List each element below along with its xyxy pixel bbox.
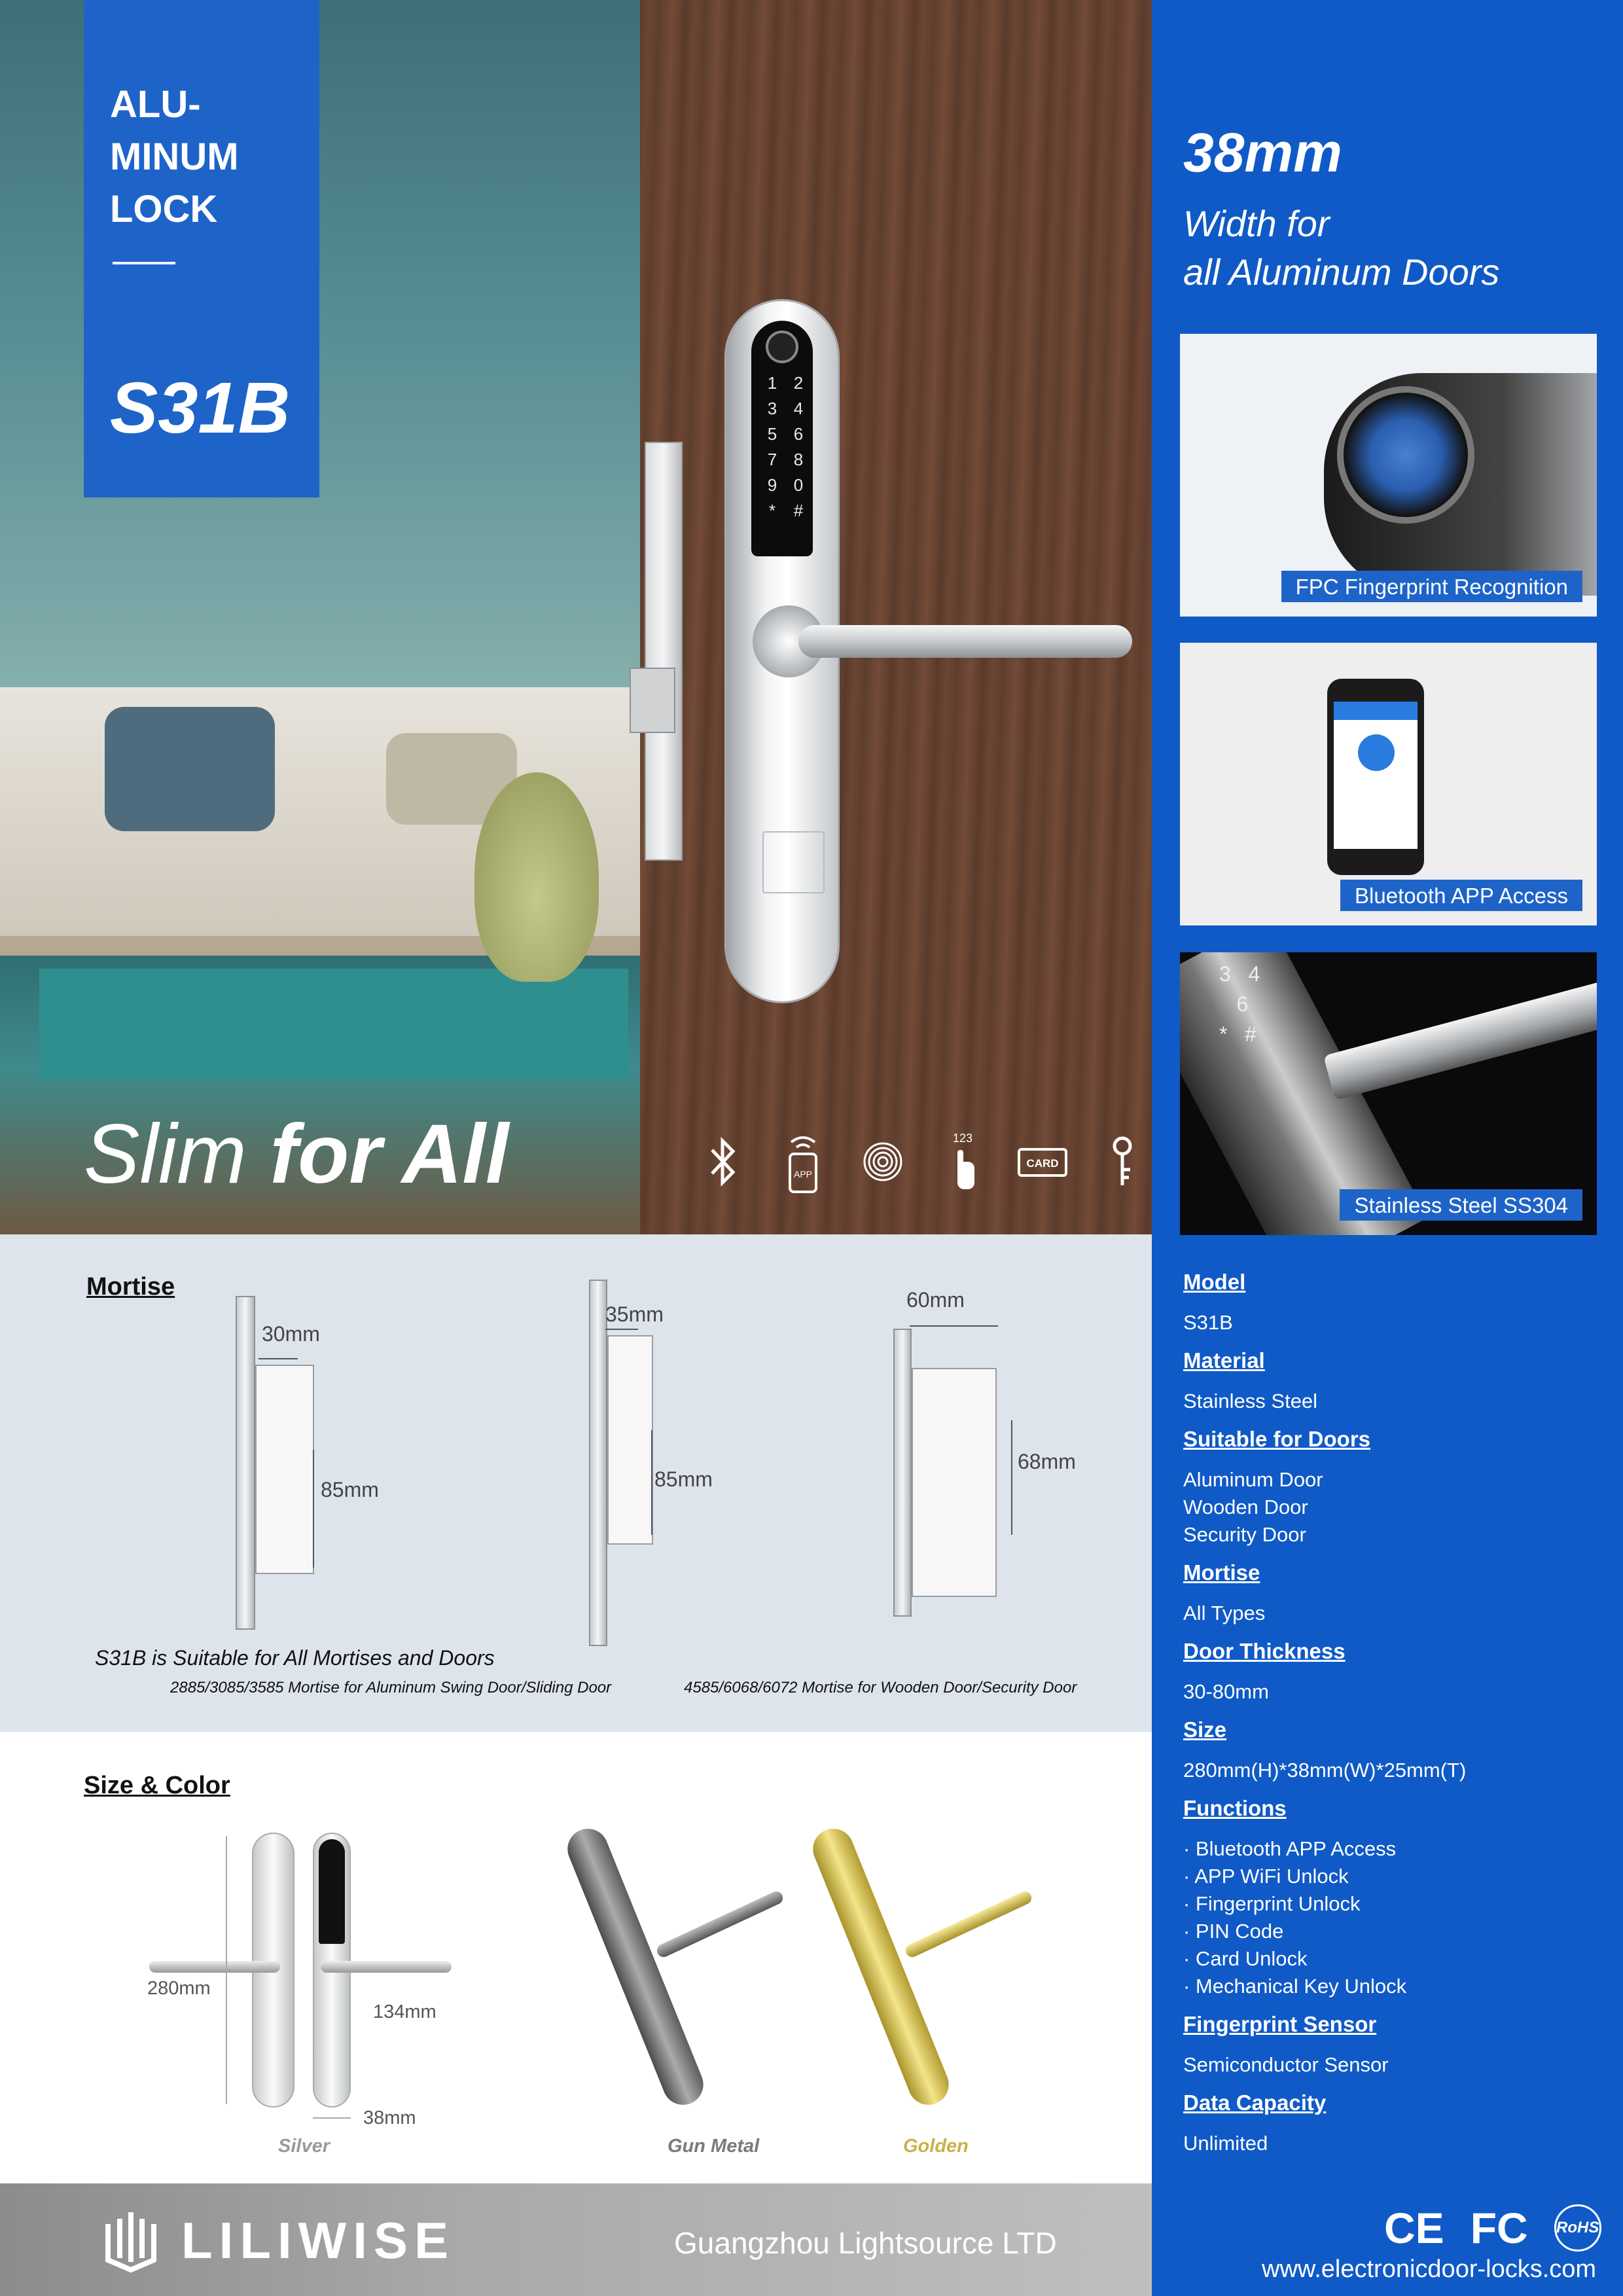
keypad-panel <box>319 1839 345 1944</box>
key: 6 <box>1236 992 1249 1016</box>
key: 8 <box>793 450 804 469</box>
spec-value: Unlimited <box>1183 2132 1268 2155</box>
card-icon-label: CARD <box>1026 1157 1059 1170</box>
mortise-faceplate <box>589 1280 607 1646</box>
keypad <box>759 373 812 521</box>
dimension-label: 35mm <box>605 1302 664 1326</box>
mortise-compatibility-note: S31B is Suitable for All Mortises and Doors <box>95 1646 495 1670</box>
mechanical-key-icon <box>1096 1132 1149 1191</box>
color-golden: Golden <box>903 2136 969 2157</box>
vase <box>474 772 599 982</box>
function-item: · Fingerprint Unlock <box>1183 1892 1361 1915</box>
latch-bolt <box>630 668 675 733</box>
dimension-handle: 134mm <box>373 2001 437 2022</box>
color-silver: Silver <box>278 2136 330 2157</box>
brand-name: LILIWISE <box>181 2211 455 2269</box>
model-number: S31B <box>110 368 291 448</box>
ce-mark-icon: CE <box>1384 2204 1444 2252</box>
table-runner <box>39 969 628 1080</box>
pin-icon-label: 123 <box>952 1132 973 1145</box>
key: 4 <box>793 399 804 418</box>
function-item: · APP WiFi Unlock <box>1183 1865 1349 1888</box>
product-type-title <box>110 79 306 236</box>
spec-heading: Mortise <box>1183 1560 1260 1585</box>
key: 2 <box>793 373 804 393</box>
spec-value: 280mm(H)*38mm(W)*25mm(T) <box>1183 1759 1467 1782</box>
spec-value: 30-80mm <box>1183 1680 1269 1703</box>
slogan-for-all: for All <box>270 1107 509 1201</box>
mortise-case <box>912 1368 997 1597</box>
mortise-case <box>607 1335 653 1545</box>
slogan-slim: Slim <box>84 1107 270 1201</box>
dimension-height: 280mm <box>147 1978 211 1999</box>
dimension-label: 85mm <box>321 1478 379 1501</box>
feature-bluetooth-app <box>1180 643 1597 925</box>
title-divider <box>113 262 175 264</box>
dimension-label: 85mm <box>654 1467 713 1491</box>
title-line: LOCK <box>110 188 218 230</box>
certification-marks <box>1384 2203 1601 2253</box>
company-name: Guangzhou Lightsource LTD <box>674 2226 1057 2260</box>
key: 5 <box>767 424 777 444</box>
fingerprint-icon <box>1337 386 1474 524</box>
subline: all Aluminum Doors <box>1183 251 1500 293</box>
bluetooth-icon <box>697 1132 749 1191</box>
mortise-faceplate <box>645 442 683 861</box>
dimension-label: 68mm <box>1018 1450 1076 1473</box>
title-line: MINUM <box>110 135 239 178</box>
spec-value: All Types <box>1183 1602 1266 1624</box>
brand-logo <box>95 2204 455 2276</box>
dimension-line <box>910 1325 998 1327</box>
width-headline: 38mm <box>1183 122 1342 183</box>
spec-heading: Material <box>1183 1348 1265 1372</box>
dimension-line <box>651 1430 652 1535</box>
dimension-line <box>259 1358 298 1359</box>
key: * <box>1219 1022 1228 1046</box>
rohs-mark-icon: RoHS <box>1554 2204 1601 2251</box>
lever-handle-closeup <box>1323 975 1597 1100</box>
sofa-pillow <box>105 707 275 831</box>
lever-handle <box>149 1961 280 1973</box>
key: 1 <box>767 373 777 393</box>
key: 6 <box>793 424 804 444</box>
app-icon-label: APP <box>793 1169 813 1179</box>
key: # <box>793 501 804 520</box>
spec-heading: Size <box>1183 1717 1227 1742</box>
feature-label: FPC Fingerprint Recognition <box>1281 571 1582 602</box>
mortise-caption-wooden: 4585/6068/6072 Mortise for Wooden Door/Security Door <box>684 1679 1077 1696</box>
dimension-label: 30mm <box>262 1322 320 1346</box>
phone-screen <box>1334 702 1418 849</box>
feature-stainless-steel <box>1180 952 1597 1235</box>
spec-value: Aluminum Door <box>1183 1468 1323 1491</box>
lever-handle <box>321 1961 452 1973</box>
section-title-mortise: Mortise <box>86 1273 175 1300</box>
function-item: · PIN Code <box>1183 1920 1284 1943</box>
dimension-label: 60mm <box>906 1288 965 1312</box>
dimension-line <box>226 1836 227 2104</box>
spec-value: Semiconductor Sensor <box>1183 2053 1389 2076</box>
dimension-line <box>1011 1420 1012 1535</box>
dimension-line <box>605 1329 638 1330</box>
slogan <box>84 1106 508 1202</box>
key: 0 <box>793 475 804 495</box>
card-reader-zone <box>762 831 825 893</box>
card-icon <box>1016 1132 1069 1191</box>
spec-heading: Functions <box>1183 1796 1287 1820</box>
mortise-case <box>255 1365 314 1574</box>
key: 4 <box>1248 962 1260 986</box>
dimension-width: 38mm <box>363 2108 416 2128</box>
spec-heading: Suitable for Doors <box>1183 1427 1371 1451</box>
spec-list <box>1183 1270 1602 2169</box>
key: * <box>768 501 776 520</box>
app-lock-icon <box>1358 734 1395 771</box>
keypad-closeup <box>1219 959 1260 1049</box>
key: 7 <box>767 450 777 469</box>
subline: Width for <box>1183 203 1330 244</box>
key: # <box>1245 1022 1257 1046</box>
dimension-line <box>313 2117 351 2119</box>
app-header-bar <box>1334 702 1418 720</box>
spec-value: Stainless Steel <box>1183 1390 1318 1412</box>
width-subline <box>1183 200 1589 296</box>
spec-value: Security Door <box>1183 1523 1306 1546</box>
feature-label: Bluetooth APP Access <box>1340 880 1582 911</box>
mortise-faceplate <box>893 1329 912 1617</box>
fcc-mark-icon: FC <box>1470 2204 1528 2252</box>
mortise-caption-aluminum: 2885/3085/3585 Mortise for Aluminum Swing Door/Sliding Door <box>170 1679 612 1696</box>
fingerprint-sensor-icon <box>766 331 798 363</box>
functions-list <box>1183 1835 1602 2000</box>
lever-handle <box>798 625 1132 658</box>
title-line: ALU- <box>110 83 201 126</box>
website-link[interactable]: www.electronicdoor-locks.com <box>1262 2255 1597 2283</box>
key: 3 <box>767 399 777 418</box>
brand-mark-icon <box>95 2204 167 2276</box>
function-item: · Bluetooth APP Access <box>1183 1837 1397 1860</box>
dimension-line <box>313 1450 314 1568</box>
color-gun-metal: Gun Metal <box>668 2136 760 2157</box>
app-phone-icon <box>777 1132 829 1191</box>
pin-code-icon <box>936 1132 989 1191</box>
key: 9 <box>767 475 777 495</box>
feature-label: Stainless Steel SS304 <box>1340 1189 1582 1221</box>
mortise-faceplate <box>236 1296 255 1630</box>
spec-heading: Model <box>1183 1270 1246 1294</box>
function-item: · Card Unlock <box>1183 1947 1308 1970</box>
section-title-size-color: Size & Color <box>84 1772 230 1799</box>
spec-value: Wooden Door <box>1183 1496 1308 1518</box>
function-item: · Mechanical Key Unlock <box>1183 1975 1407 1998</box>
spec-heading: Data Capacity <box>1183 2090 1327 2115</box>
unlock-methods-icons <box>697 1126 1149 1198</box>
fingerprint-icon <box>857 1132 909 1191</box>
key: 3 <box>1219 962 1231 986</box>
feature-fingerprint <box>1180 334 1597 617</box>
spec-value: S31B <box>1183 1311 1233 1334</box>
wooden-door <box>640 0 1152 1234</box>
spec-heading: Door Thickness <box>1183 1639 1346 1663</box>
spec-heading: Fingerprint Sensor <box>1183 2012 1377 2036</box>
